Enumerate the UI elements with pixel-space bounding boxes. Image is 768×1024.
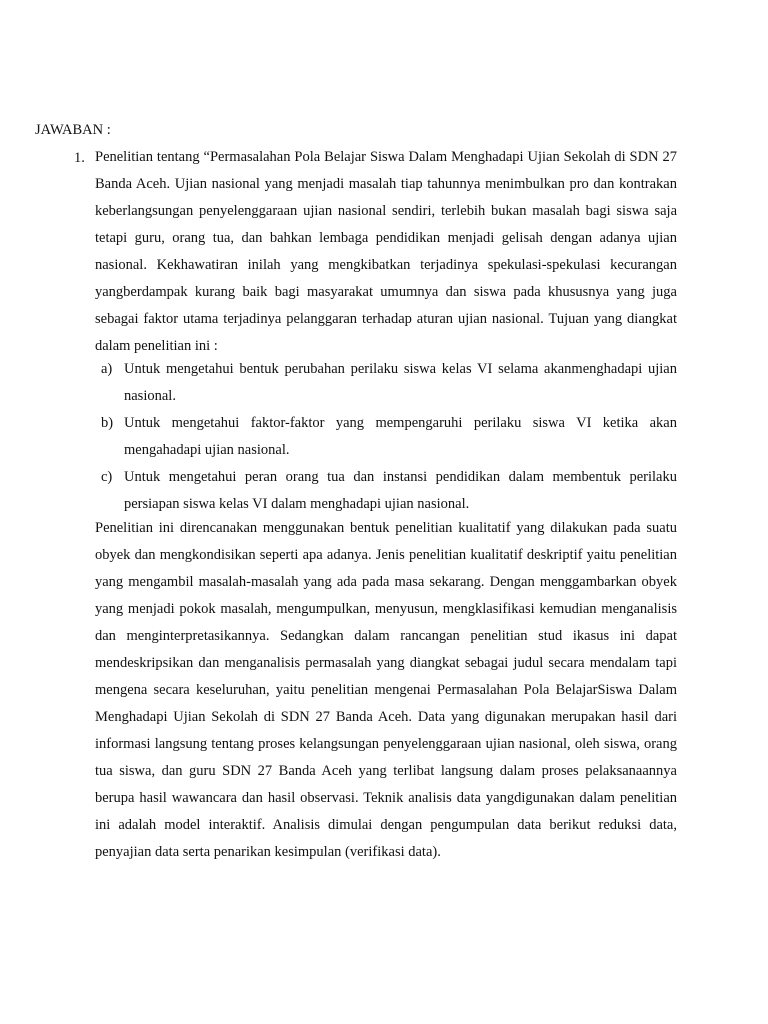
method-paragraph: Penelitian ini direncanakan menggunakan bentuk penelitian kualitatif yang dilakukan pada suatu obyek dan mengkondisikan seperti apa adanya. Jenis penelitian kualitatif deskriptif yaitu penelitian yang mengambil masalah-masalah yang ada pada masa sekarang. Dengan menggambarkan obyek yang menjadi pokok masalah, mengumpulkan, menyusun, mengklasifikasi kemudian menganalisis dan menginterpretasikannya. Sedangkan dalam rancangan penelitian stud ikasus ini dapat mendeskripsikan dan menganalisis permasalah yang diangkat sebagai judul secara mendalam tapi mengena secara keseluruhan, yaitu penelitian mengenai Permasalahan Pola BelajarSiswa Dalam Menghadapi Ujian Sekolah di SDN 27 Banda Aceh. Data yang digunakan merupakan hasil dari informasi langsung tentang proses kelangsungan penyelenggaraan ujian nasional, oleh siswa, orang tua siswa, dan guru SDN 27 Banda Aceh yang terlibat langsung dalam proses pelaksanaannya berupa hasil wawancara dan hasil observasi. Teknik analisis data yangdigunakan dalam penelitian ini adalah model interaktif. Analisis dimulai dengan pengumpulan data berikut reduksi data, penyajian data serta penarikan kesimpulan (verifikasi data). <box>95 520 677 860</box>
objective-text: Untuk mengetahui faktor-faktor yang mempengaruhi perilaku siswa VI ketika akan mengahadapi ujian nasional. <box>124 415 677 458</box>
objective-marker: c) <box>101 469 113 485</box>
objective-item-a <box>95 356 677 410</box>
answer-heading: JAWABAN : <box>35 122 111 138</box>
objective-text: Untuk mengetahui bentuk perubahan perilaku siswa kelas VI selama akanmenghadapi ujian nasional. <box>124 361 677 404</box>
intro-paragraph: Penelitian tentang “Permasalahan Pola Belajar Siswa Dalam Menghadapi Ujian Sekolah di SDN 27 Banda Aceh. Ujian nasional yang menjadi masalah tiap tahunnya menimbulkan pro dan kontrakan keberlangsungan penyelenggaraan ujian nasional sendiri, terlebih bukan masalah bagi siswa saja tetapi guru, orang tua, dan bahkan lembaga pendidikan menjadi gelisah dengan adanya ujian nasional. Kekhawatiran inilah yang mengkibatkan terjadinya spekulasi-spekulasi kecurangan yangberdampak kurang baik bagi masyarakat umumnya dan siswa pada khususnya yang juga sebagai faktor utama terjadinya pelanggaran terhadap aturan ujian nasional. Tujuan yang diangkat dalam penelitian ini : <box>95 149 677 354</box>
list-number-1: 1. <box>74 150 85 166</box>
objective-marker: b) <box>101 415 114 431</box>
objectives-list <box>95 356 677 518</box>
objective-text: Untuk mengetahui peran orang tua dan instansi pendidikan dalam membentuk perilaku persiapan siswa kelas VI dalam menghadapi ujian nasional. <box>124 469 677 512</box>
objective-item-b <box>95 410 677 464</box>
objective-marker: a) <box>101 361 113 377</box>
objective-item-c <box>95 464 677 518</box>
